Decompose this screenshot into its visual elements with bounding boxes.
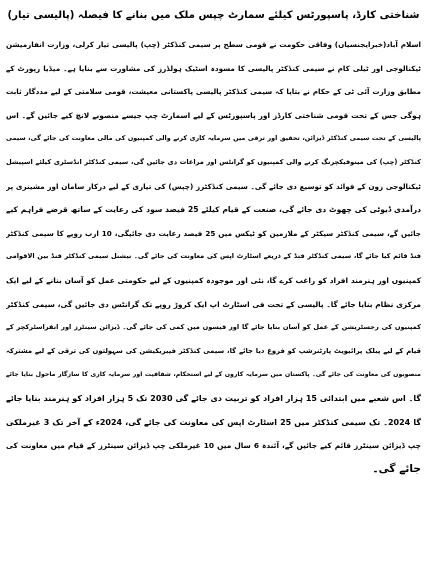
body-line: کمپنیوں کی رجسٹریشن کے عمل کو آسان بنایا جائے گا اور فیسوں میں کمی کی جائے گی۔ ڈیزائن سینٹرز اور انفراسٹرکچر کے (6, 323, 421, 332)
body-line: قیام کے لیے پبلک پرائیویٹ پارٹنرشپ کو فروغ دیا جائے گا، سیمی کنڈکٹر فیبریکیشن کی سہولتوں کی ترقی کے لیے مشترکہ (6, 346, 421, 355)
body-line: فنڈ قائم کیا جائے گا، سیمی کنڈکٹر فنڈ کے ذریعے اسٹارٹ اپس کی معاونت کی جائے گی۔ نیشنل سیمی کنڈکٹر فنڈ بین الاقوامی (6, 252, 421, 261)
body-line: ٹیکنالوجی زون کے فوائد کو توسیع دی جائے گی۔ سیمی کنڈکٹرز (چپس) کی تیاری کے لیے درکار سامان اور مشینری پر (6, 181, 421, 191)
body-line: درآمدی ڈیوٹی کی چھوٹ دی جائے گی، صنعت کے قیام کیلئے 25 فیصد سود کی رعایت کے ساتھ قرضے فراہم کیے (6, 205, 421, 215)
body-line: مطابق وزارت آئی ٹی کے حکام نے بتایا کہ سیمی کنڈکٹر پالیسی پاکستانی معیشت، قومی سلامتی کے لیے مددگار ثابت (6, 87, 421, 97)
body-line: گا 2024۔ تک سیمی کنڈکٹر میں 25 اسٹارٹ اپس کی معاونت کی جائے گی، 2024ء کے آخر تک 3 غیرملکی (6, 417, 421, 427)
body-line: جائے گی۔ (372, 462, 421, 475)
body-line: اسلام آباد(خبرایجنسیاں) وفاقی حکومت نے قومی سطح پر سیمی کنڈکٹر (چپ) پالیسی تیار کرلی، وزارت انفارمیشن (6, 40, 421, 49)
body-line: چپ ڈیزائن سینٹرز قائم کیے جائیں گے، آئندہ 6 سال میں 10 غیرملکی چپ ڈیزائن سینٹرز کے قیام میں معاونت کی (6, 441, 421, 451)
body-line: جائیں گے، سیمی کنڈکٹر سیکٹر کے ملازمین کو ٹیکس میں 25 فیصد رعایت دی جائیگی، 10 ارب روپے کا سیمی کنڈکٹر (6, 228, 421, 238)
body-line: منصوبوں کی معاونت کی جائے گی۔ پاکستان میں سرمایہ کاروں کے لیے استحکام، شفافیت اور سرمایہ کاری کا سازگار ماحول بنایا جائے (6, 371, 421, 379)
headline: شناختی کارڈ، پاسپورٹس کیلئے سمارٹ چپس ملک میں بنانے کا فیصلہ (پالیسی تیار) (7, 10, 420, 21)
article-body (6, 33, 421, 481)
body-line: پالیسی کے تحت سیمی کنڈکٹر ڈیزائن، تحقیق اور ترقی میں سرمایہ کاری کرنے والی کمپنیوں کی مالی معاونت کی جائے گی، سیمی (6, 134, 421, 143)
body-line: کمپنیوں اور ہنرمند افراد کو راغب کرے گا، نئی اور موجودہ کمپنیوں کے لیے حکومتی عمل کو آسان بنانے کے لیے ایک (6, 275, 421, 285)
body-line: کنڈکٹر (چپ) کی مینوفیکچرنگ کرنے والی کمپنیوں کو گرانٹس اور مراعات دی جائیں گی، سیمی کنڈکٹر انڈسٹری کیلئے اسپیشل (6, 157, 421, 166)
body-line: ٹیکنالوجی اور ٹیلی کام نے سیمی کنڈکٹر پالیسی کا مسودہ اسٹیک ہولڈرز کی مشاورت سے بنایا ہے۔ میڈیا رپورٹ کے (6, 63, 421, 73)
body-line: گا۔ اس شعبے میں ابتدائی 15 ہزار افراد کو تربیت دی جائے گی 2030 تک 5 ہزار افراد کو ہنرمند بنایا جائے (6, 393, 421, 403)
body-line: مرکزی نظام بنایا جائے گا۔ پالیسی کے تحت فی اسٹارٹ اپ ایک کروڑ روپے تک گرانٹس دی جائیں گی، سیمی کنڈکٹر (6, 299, 421, 309)
body-line: ہوگی جس کے تحت قومی شناختی کارڈز اور پاسپورٹس کے لیے اسمارٹ چپ جیسے منصوبے لانچ کیے جائیں گے۔ اس (6, 110, 421, 120)
